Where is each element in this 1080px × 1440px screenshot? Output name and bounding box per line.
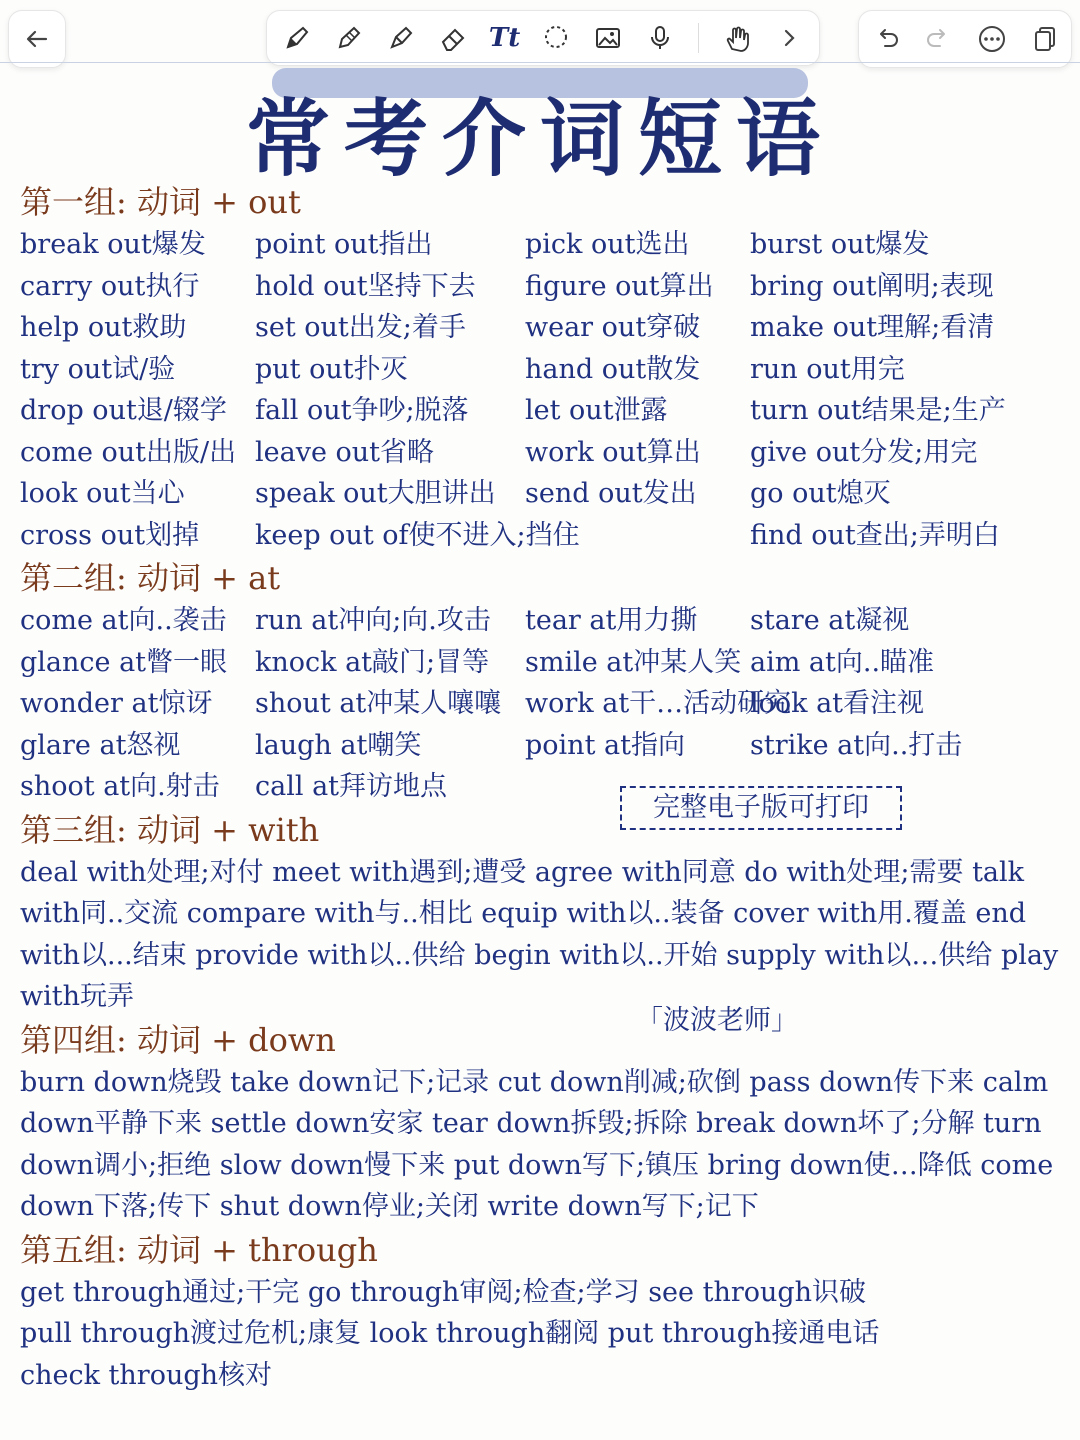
group-heading-down: 第四组: 动词 + down	[20, 1020, 336, 1059]
phrase-cell: set out出发;着手	[255, 312, 466, 343]
phrase-cell: turn out结果是;生产	[750, 395, 1006, 426]
pencil-icon[interactable]	[277, 18, 317, 58]
phrase-cell: work at干…活动研究	[525, 688, 792, 719]
text-tool-icon[interactable]	[485, 18, 525, 58]
phrase-cell: hand out散发	[525, 353, 701, 385]
phrase-cell: run at冲向;向.攻击	[255, 605, 491, 636]
phrase-cell: look at看注视	[750, 688, 925, 719]
phrase-cell: glare at怒视	[20, 729, 181, 761]
group-with-text: deal with处理;对付 meet with遇到;遭受 agree with同意 do with处理;需要 talk with同..交流 compare with与..相比 equip with以..装备 cover with用.覆盖 end with以...结束 provide with以..供给 begin with以..开始 supply with以…供给 play with玩弄	[20, 856, 1059, 1012]
toolbar-divider	[698, 23, 699, 53]
phrase-cell: shout at冲某人嚷嚷	[255, 688, 502, 719]
eraser-icon[interactable]	[433, 18, 473, 58]
author-signature: 「波波老师」	[636, 1005, 798, 1036]
phrase-cell: put out扑灭	[255, 353, 408, 385]
phrase-cell: come at向..袭击	[20, 605, 227, 636]
redo-icon[interactable]	[919, 19, 959, 59]
microphone-icon[interactable]	[640, 18, 680, 58]
more-icon[interactable]	[972, 19, 1012, 59]
phrase-row	[20, 766, 1070, 808]
phrase-row	[20, 683, 1070, 725]
history-box	[858, 10, 1072, 68]
phrase-cell: give out分发;用完	[750, 436, 978, 468]
phrase-cell: stare at凝视	[750, 605, 910, 636]
phrase-cell: run out用完	[750, 353, 905, 385]
phrase-cell: cross out划掉	[20, 519, 200, 551]
title-area	[0, 72, 1080, 193]
lasso-icon[interactable]	[536, 18, 576, 58]
phrase-cell: hold out坚持下去	[255, 270, 476, 302]
phrase-cell: pick out选出	[525, 229, 690, 260]
phrase-cell: let out泄露	[525, 395, 668, 426]
printable-stamp: 完整电子版可打印	[620, 786, 902, 830]
image-icon[interactable]	[588, 18, 628, 58]
group-heading-out: 第一组: 动词 + out	[20, 183, 301, 221]
highlighter-icon[interactable]	[381, 18, 421, 58]
phrase-cell: speak out大胆讲出	[255, 478, 496, 509]
phrase-cell: aim at向..瞄准	[750, 646, 935, 678]
phrase-row	[20, 349, 1070, 391]
phrase-cell: come out出版/出	[20, 436, 237, 468]
phrase-cell: knock at敲门;冒等	[255, 646, 490, 678]
phrase-cell: drop out退/辍学	[20, 395, 227, 426]
group-heading-through: 第五组: 动词 + through	[20, 1230, 378, 1269]
phrase-cell: fall out争吵;脱落	[255, 395, 469, 426]
arrow-left-icon[interactable]	[17, 19, 57, 59]
back-button-box[interactable]	[8, 10, 66, 68]
phrase-cell: try out试/验	[20, 353, 176, 385]
page-title: 常考介词短语	[245, 90, 834, 188]
chevron-right-icon[interactable]	[769, 18, 809, 58]
phrase-cell: wear out穿破	[525, 312, 701, 343]
group-heading-at: 第二组: 动词 + at	[20, 559, 281, 597]
phrase-cell: help out救助	[20, 312, 187, 343]
tool-palette	[266, 10, 820, 66]
phrase-cell: make out理解;看清	[750, 312, 995, 343]
phrase-row	[20, 515, 1070, 557]
phrase-cell: wonder at惊讶	[20, 688, 213, 719]
pages-icon[interactable]	[1025, 19, 1065, 59]
phrase-cell: leave out省略	[255, 436, 435, 468]
phrase-cell: work out算出	[525, 436, 701, 468]
text-tool-label: Tt	[488, 23, 521, 53]
phrase-row	[20, 432, 1070, 474]
phrase-row	[20, 266, 1070, 308]
phrase-row	[20, 725, 1070, 767]
phrase-cell: send out发出	[525, 478, 697, 509]
phrase-cell: laugh at嘲笑	[255, 729, 422, 761]
note-content	[20, 180, 1070, 1396]
phrase-cell: keep out of使不进入;挡住	[255, 519, 580, 551]
phrase-cell: bring out阐明;表现	[750, 270, 994, 302]
hand-pointer-icon[interactable]	[717, 18, 757, 58]
phrase-row	[20, 642, 1070, 684]
phrase-cell: smile at冲某人笑	[525, 646, 742, 678]
phrase-cell: find out查出;弄明白	[750, 519, 1000, 551]
group-at-table	[20, 600, 1070, 808]
phrase-cell	[525, 515, 750, 557]
page-top-rule	[0, 62, 1080, 63]
phrase-row	[20, 390, 1070, 432]
phrase-row	[20, 600, 1070, 642]
phrase-row	[20, 224, 1070, 266]
phrase-row	[20, 473, 1070, 515]
group-out-table	[20, 224, 1070, 556]
pen-icon[interactable]	[329, 18, 369, 58]
phrase-cell: carry out执行	[20, 270, 200, 302]
phrase-cell: go out熄灭	[750, 478, 891, 509]
phrase-row	[20, 307, 1070, 349]
phrase-cell: point out指出	[255, 229, 433, 260]
phrase-cell: figure out算出	[525, 270, 714, 302]
phrase-cell: burst out爆发	[750, 229, 930, 260]
phrase-cell: point at指向	[525, 729, 685, 761]
phrase-cell: break out爆发	[20, 229, 206, 260]
group-down-text: burn down烧毁 take down记下;记录 cut down削减;砍倒 pass down传下来 calm down平静下来 settle down安家 tear down拆毁;拆除 break down坏了;分解 turn down调小;拒绝 slow down慢下来 put down写下;镇压 bring down使…降低 come down下落;传下 shut down停业;关闭 write down写下;记下	[20, 1066, 1054, 1222]
phrase-cell: tear at用力撕	[525, 605, 698, 636]
phrase-cell: shoot at向.射击	[20, 771, 220, 802]
phrase-cell: glance at瞥一眼	[20, 646, 228, 678]
undo-icon[interactable]	[866, 19, 906, 59]
phrase-cell: call at拜访地点	[255, 771, 448, 802]
phrase-cell: strike at向..打击	[750, 729, 963, 761]
toolbar	[0, 0, 1080, 70]
phrase-cell: look out当心	[20, 478, 185, 509]
group-heading-with: 第三组: 动词 + with	[20, 810, 320, 849]
group-through-text: get through通过;干完 go through审阅;检查;学习 see through识破 pull through渡过危机;康复 look through翻阅 put through接通电话 check through核对	[20, 1276, 880, 1391]
